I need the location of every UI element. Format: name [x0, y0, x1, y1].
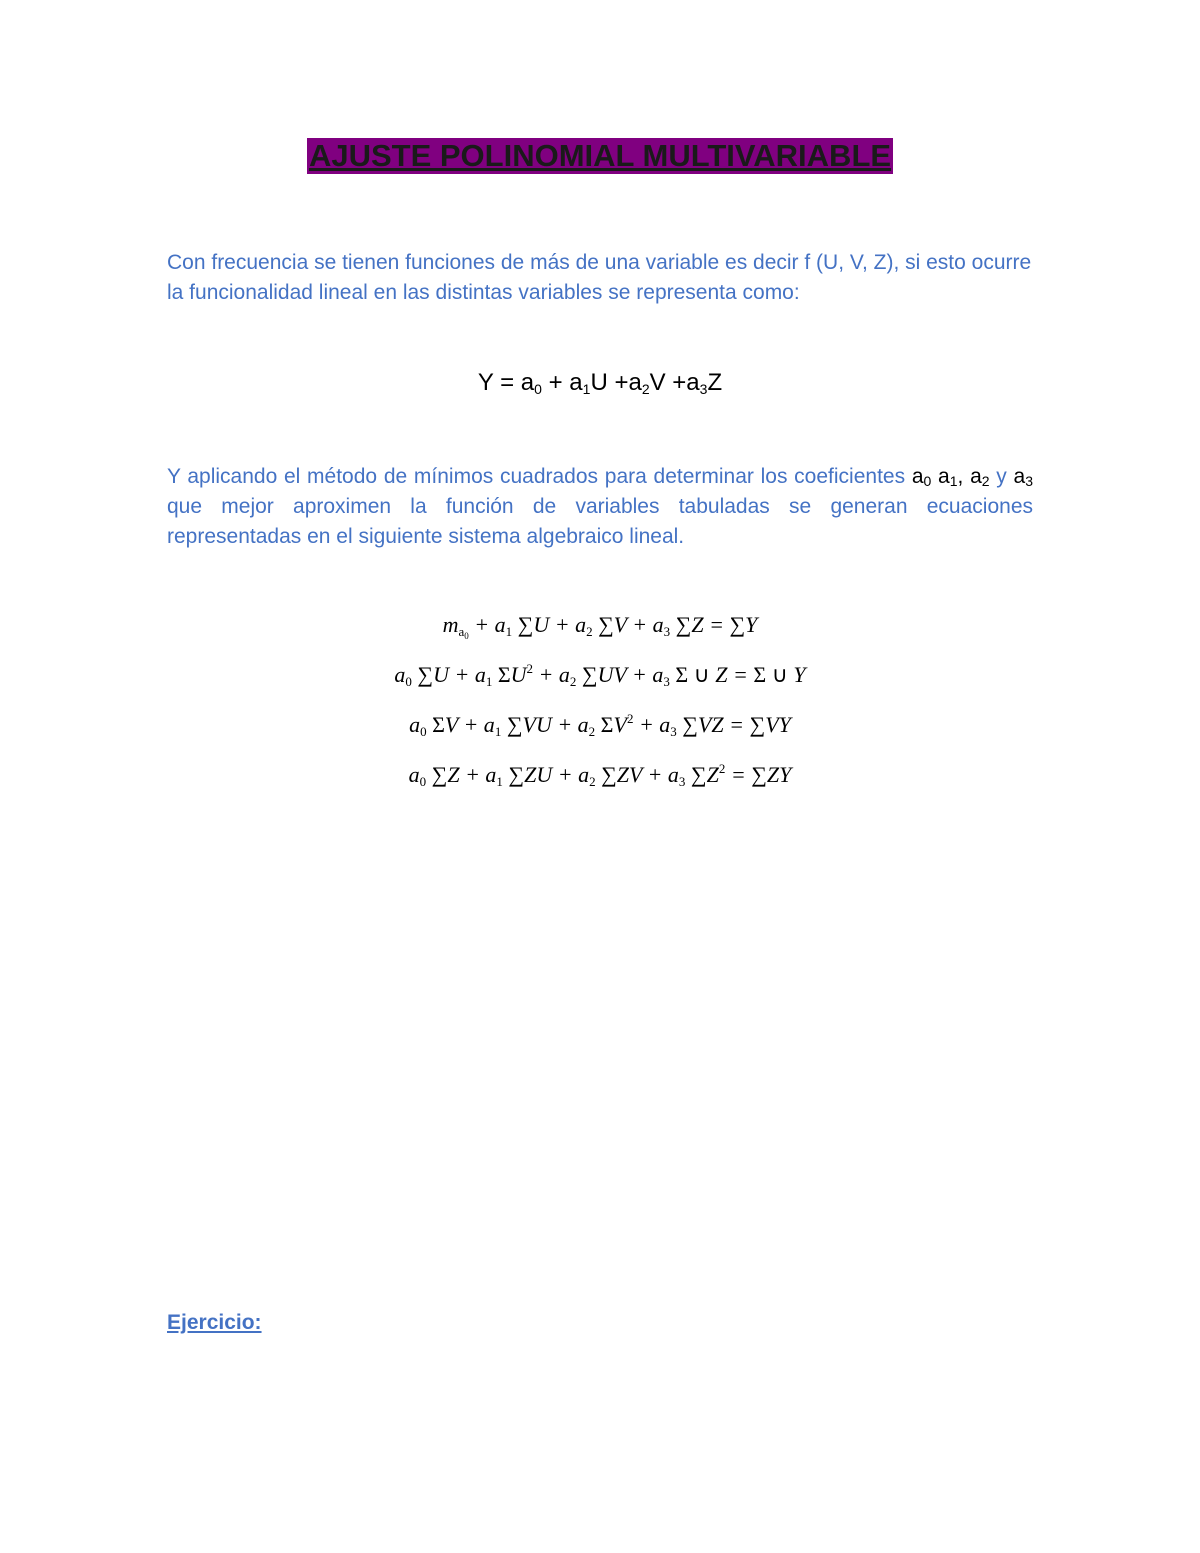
system-equation-3: $a_0$ $\Sigma V + a_1$ $\sum VU + a_2$ $\Sigma V^2 + a_3$ ∑VZ = ∑VY: [409, 711, 791, 739]
title-container: [0, 138, 1200, 174]
equation-system: [0, 608, 1200, 808]
method-text: que mejor aproximen la función de variables tabuladas se generan ecuaciones representadas en el siguiente sistema algebraico lineal.: [167, 495, 1033, 548]
system-equation-1: $m_{a_0} + a_1$ $\sum U + a_2$ $\sum V + a_3$ ∑Z = ∑Y: [442, 612, 758, 641]
intro-paragraph: Con frecuencia se tienen funciones de más de una variable es decir f (U, V, Z), si esto ocurre la funcionalidad lineal en las distintas variables se representa como:: [167, 251, 1032, 304]
coef-a2: $a_2$: [970, 465, 990, 489]
method-paragraph: [167, 462, 1033, 552]
coef-a1: $a_1$: [938, 465, 958, 489]
main-eq-sub: 2: [641, 381, 650, 397]
system-equation-4: $a_0$ $\sum Z + a_1$ $\sum ZU + a_2$ $\sum ZV + a_3$ $\sum Z^2 = \sum ZY$: [408, 761, 792, 789]
main-equation: [0, 366, 1200, 400]
coef-comma: ,: [957, 465, 971, 488]
main-eq-sub: 0: [534, 381, 542, 397]
system-equation-2: $a_0$ $\sum U + a_1$ $\Sigma U^2 + a_2$ $\sum UV + a_3$ Σ ∪ Z = Σ ∪ Y: [394, 661, 806, 689]
coef-a0: $a_0$: [911, 465, 932, 489]
main-eq-text: V +a: [649, 369, 700, 396]
main-eq-text: + a: [541, 369, 583, 396]
exercise-heading: Ejercicio:: [167, 1311, 262, 1334]
coef-a3: $a_3$: [1013, 465, 1033, 489]
main-eq-text: U +a: [590, 369, 642, 396]
page-title: AJUSTE POLINOMIAL MULTIVARIABLE: [308, 138, 892, 173]
method-text: Y aplicando el método de mínimos cuadrados para determinar los coeficientes: [167, 465, 912, 488]
method-text: y: [989, 465, 1014, 488]
main-eq-text: Y = a: [477, 369, 535, 396]
main-eq-sub: 3: [699, 381, 708, 397]
main-eq-text: Z: [707, 369, 723, 396]
main-eq-sub: 1: [582, 381, 591, 397]
